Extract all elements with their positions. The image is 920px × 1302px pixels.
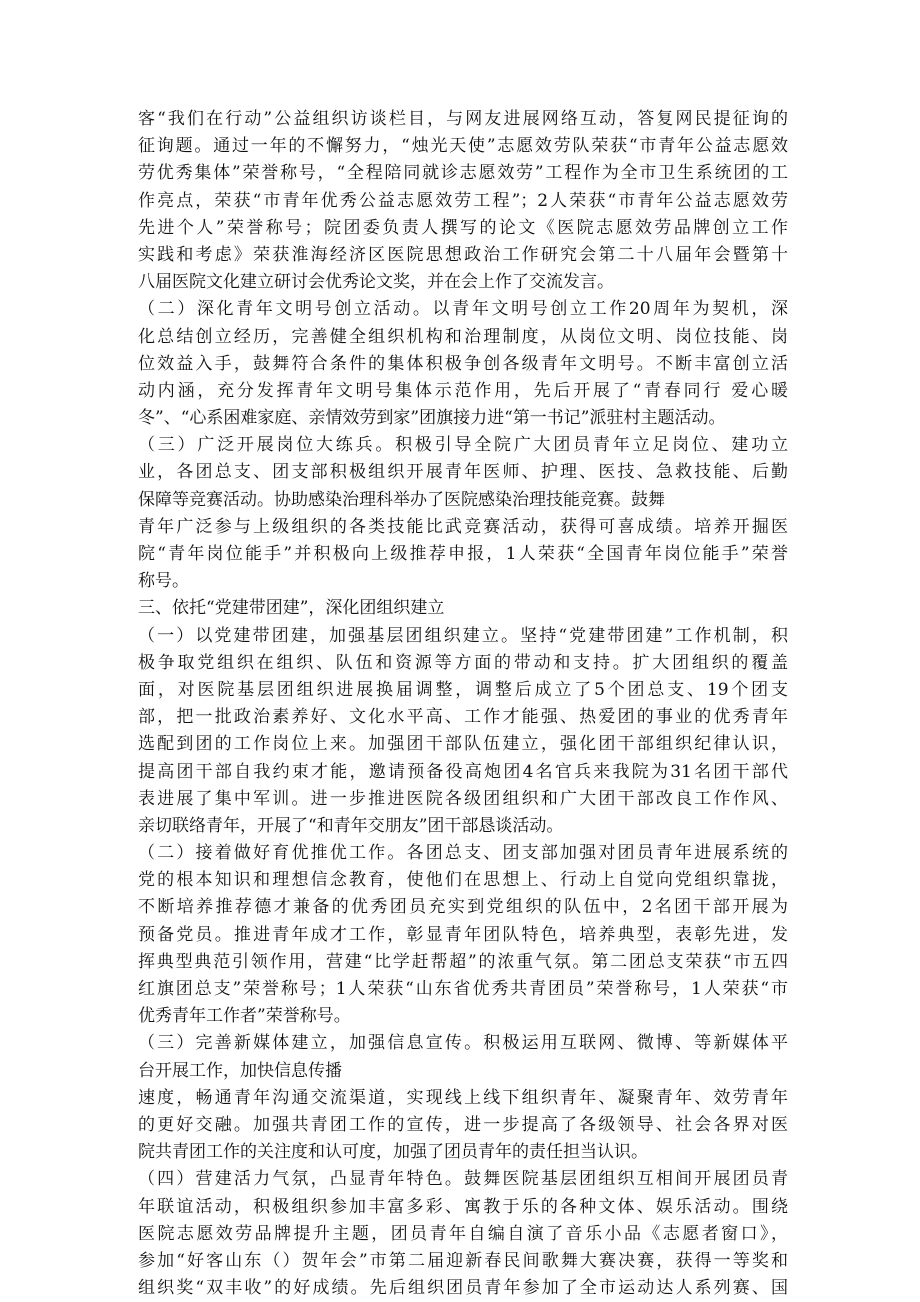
- text-line: 院共青团工作的关注度和认可度，加强了团员青年的责任担当认识。: [138, 1142, 648, 1163]
- text-line: 院“青年岗位能手”并积极向上级推荐申报，1人荣获“全国青年岗位能手”荣誉: [138, 544, 788, 564]
- text-line: （二）深化青年文明号创立活动。以青年文明号创立工作20周年为契机，深: [138, 299, 788, 320]
- text-line: 八届医院文化建立研讨会优秀论文奖，并在会上作了交流发言。: [138, 272, 614, 293]
- text-line: 实践和考虑》荣获淮海经济区医院思想政治工作研究会第二十八届年会暨第十: [138, 244, 788, 265]
- text-line: 先进个人”荣誉称号；院团委负责人撰写的论文《医院志愿效劳品牌创立工作: [138, 217, 788, 238]
- text-line: 亲切联络青年，开展了“和青年交朋友”团干部恳谈活动。: [138, 815, 564, 836]
- text-line: 挥典型典范引领作用，营建“比学赶帮超”的浓重气氛。第二团总支荣获“市五四: [138, 951, 788, 972]
- text-line: 表进展了集中军训。进一步推进医院各级团组织和广大团干部改良工作作风、: [138, 788, 788, 809]
- text-line: 面，对医院基层团组织进展换届调整，调整后成立了5个团总支、19个团支: [138, 679, 788, 700]
- text-line: 客“我们在行动”公益组织访谈栏目，与网友进展网络互动，答复网民提征询的: [138, 109, 788, 129]
- text-line: 动内涵，充分发挥青年文明号集体示范作用，先后开展了“青春同行 爱心暖: [138, 380, 788, 401]
- text-line: 组织奖“双丰收”的好成绩。先后组织团员青年参加了全市运动达人系列赛、国: [138, 1278, 788, 1299]
- text-line: （四）营建活力气氛，凸显青年特色。鼓舞医院基层团组织互相间开展团员青: [138, 1169, 788, 1190]
- text-line: 选配到团的工作岗位上来。加强团干部队伍建立，强化团干部组织纪律认识，: [138, 734, 788, 755]
- text-line: 位效益入手，鼓舞符合条件的集体积极争创各级青年文明号。不断丰富创立活: [138, 353, 788, 374]
- text-line: 称号。: [138, 571, 189, 592]
- text-line: 保障等竞赛活动。协助感染治理科举办了医院感染治理技能竞赛。鼓舞: [138, 489, 665, 510]
- text-line: （三）广泛开展岗位大练兵。积极引导全院广大团员青年立足岗位、建功立: [138, 435, 788, 456]
- text-line: 红旗团总支”荣誉称号；1人荣获“山东省优秀共青团员”荣誉称号，1人荣获“市: [138, 979, 788, 999]
- text-line: 不断培养推荐德才兼备的优秀团员充实到党组织的队伍中，2名团干部开展为: [138, 897, 788, 918]
- text-line: 冬”、“心系困难家庭、亲情效劳到家”团旗接力进“第一书记”派驻村主题活动。: [138, 408, 726, 429]
- text-line: 业，各团总支、团支部积极组织开展青年医师、护理、医技、急救技能、后勤: [138, 462, 788, 483]
- text-line: （二）接着做好育优推优工作。各团总支、团支部加强对团员青年进展系统的: [138, 843, 788, 864]
- text-line: 年联谊活动，积极组织参加丰富多彩、寓教于乐的各种文体、娱乐活动。围绕: [138, 1196, 788, 1217]
- text-line: 三、依托“党建带团建”，深化团组织建立: [138, 598, 445, 619]
- text-line: （一）以党建带团建，加强基层团组织建立。坚持“党建带团建”工作机制，积: [138, 625, 788, 646]
- text-line: 医院志愿效劳品牌提升主题，团员青年自编自演了音乐小品《志愿者窗口》，: [138, 1223, 788, 1244]
- text-line: 征询题。通过一年的不懈努力，“烛光天使”志愿效劳队荣获“市青年公益志愿效: [138, 136, 788, 157]
- text-line: 部，把一批政治素养好、文化水平高、工作才能强、热爱团的事业的优秀青年: [138, 707, 788, 728]
- text-line: 提高团干部自我约束才能，邀请预备役高炮团4名官兵来我院为31名团干部代: [138, 761, 788, 782]
- text-line: 化总结创立经历，完善健全组织机构和治理制度，从岗位文明、岗位技能、岗: [138, 326, 788, 347]
- text-line: 劳优秀集体”荣誉称号，“全程陪同就诊志愿效劳”工程作为全市卫生系统团的工: [138, 163, 788, 184]
- text-line: （三）完善新媒体建立，加强信息宣传。积极运用互联网、微博、等新媒体平: [138, 1033, 788, 1054]
- text-line: 作亮点，荣获“市青年优秀公益志愿效劳工程”；2人荣获“市青年公益志愿效劳: [138, 190, 788, 211]
- text-line: 党的根本知识和理想信念教育，使他们在思想上、行动上自觉向党组织靠拢，: [138, 870, 788, 891]
- text-line: 台开展工作，加快信息传播: [138, 1060, 342, 1081]
- text-line: 的更好交融。加强共青团工作的宣传，进一步提高了各级领导、社会各界对医: [138, 1114, 788, 1135]
- text-line: 参加“好客山东（）贺年会”市第二届迎新春民间歌舞大赛决赛，获得一等奖和: [138, 1250, 788, 1271]
- text-line: 青年广泛参与上级组织的各类技能比武竞赛活动，获得可喜成绩。培养开掘医: [138, 516, 788, 537]
- text-line: 预备党员。推进青年成才工作，彰显青年团队特色，培养典型，表彰先进，发: [138, 924, 788, 945]
- document-body: [138, 106, 788, 1302]
- text-line: 优秀青年工作者”荣誉称号。: [138, 1006, 351, 1027]
- text-line: 极争取党组织在组织、队伍和资源等方面的带动和支持。扩大团组织的覆盖: [138, 652, 788, 673]
- text-line: 速度，畅通青年沟通交流渠道，实现线上线下组织青年、凝聚青年、效劳青年: [138, 1087, 788, 1108]
